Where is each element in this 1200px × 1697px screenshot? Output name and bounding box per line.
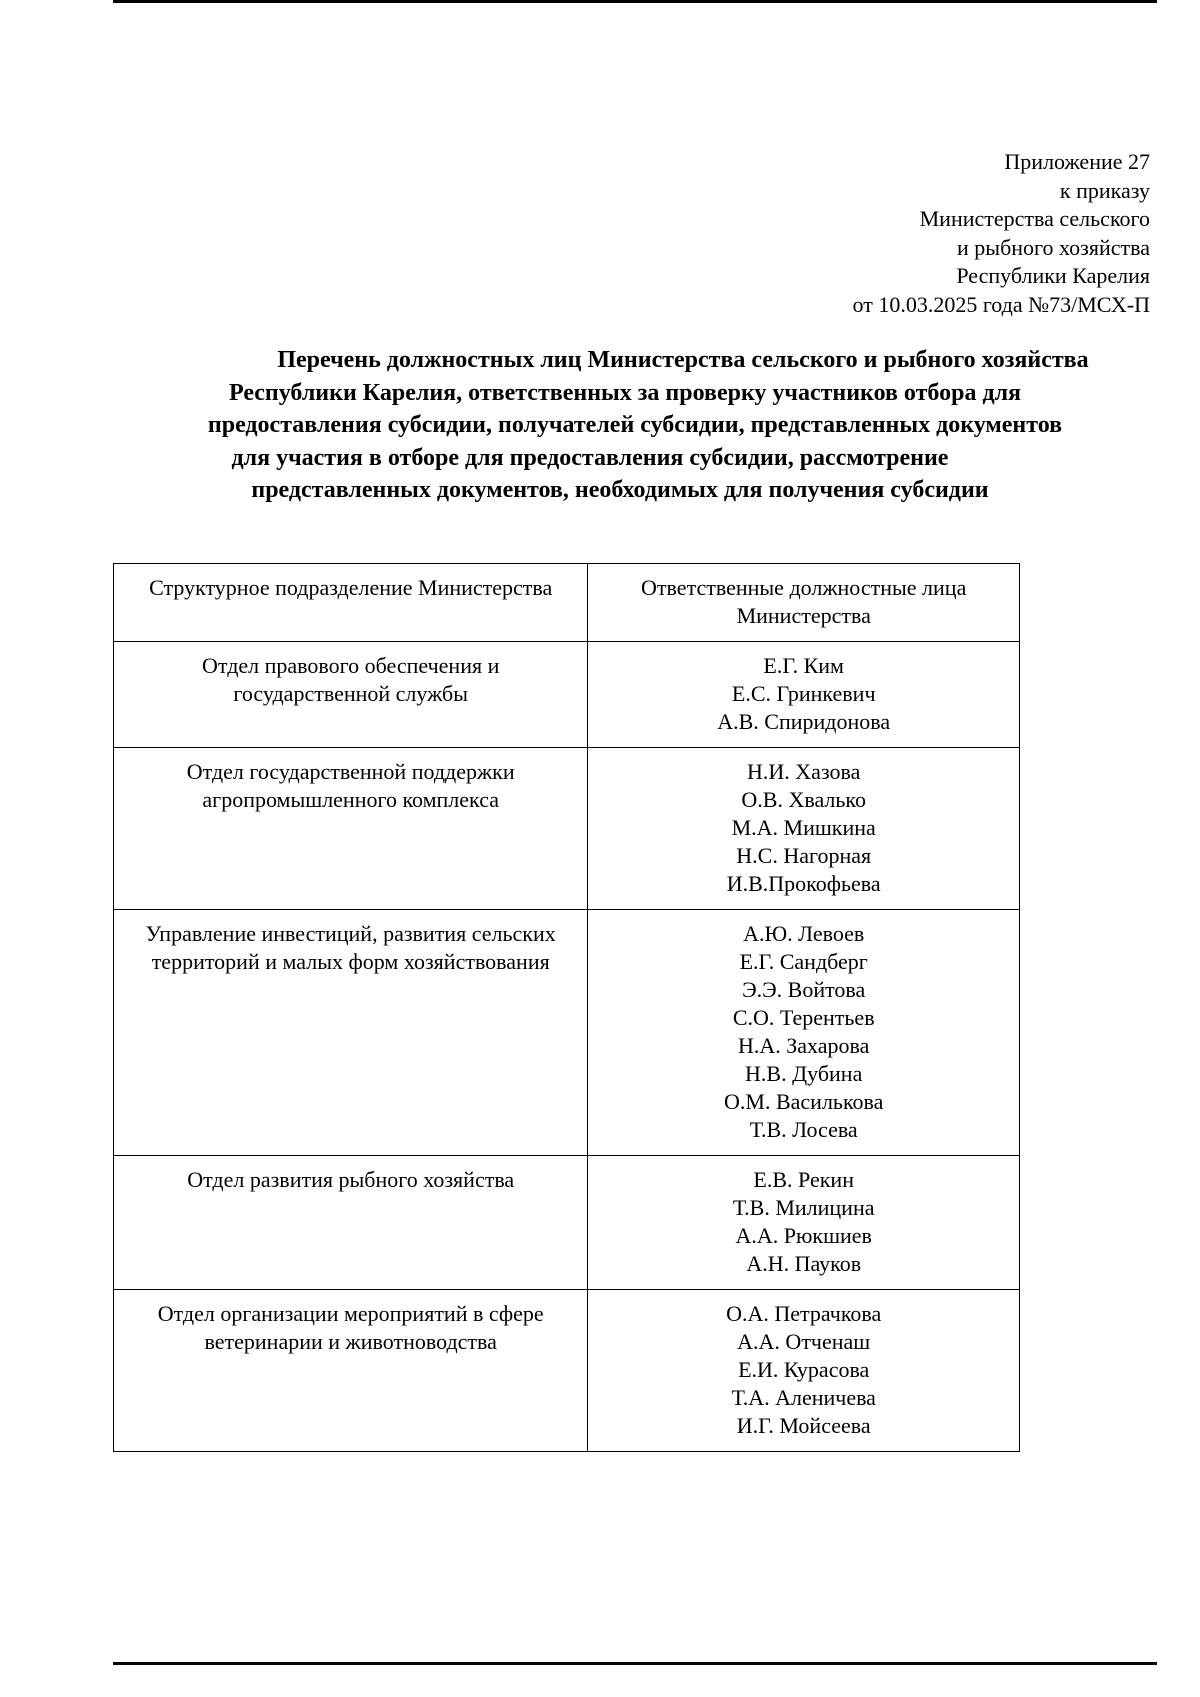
department-cell <box>114 1290 588 1452</box>
header-officials-line: Ответственные должностные лица <box>641 575 967 600</box>
department-line: Отдел организации мероприятий в сфере <box>157 1301 544 1326</box>
official-name: Н.С. Нагорная <box>736 843 872 868</box>
official-name: О.В. Хвалько <box>741 787 866 812</box>
appendix-line: от 10.03.2025 года №73/МСХ-П <box>852 291 1150 317</box>
top-rule <box>113 0 1157 3</box>
department-line: ветеринарии и животноводства <box>204 1329 497 1354</box>
official-name: А.Ю. Левоев <box>743 921 865 946</box>
header-department-label: Структурное подразделение Министерства <box>149 575 553 600</box>
official-name: Е.Г. Сандберг <box>739 949 868 974</box>
official-name: А.А. Рюкшиев <box>735 1223 872 1248</box>
official-name: Н.И. Хазова <box>747 759 861 784</box>
table-row <box>114 1290 1020 1452</box>
bottom-rule <box>113 1662 1157 1665</box>
appendix-line: к приказу <box>1059 177 1150 203</box>
appendix-line: и рыбного хозяйства <box>957 234 1150 260</box>
official-name: Е.Г. Ким <box>763 653 844 678</box>
official-name: Т.А. Аленичева <box>731 1385 876 1410</box>
appendix-line: Министерства сельского <box>919 206 1150 231</box>
official-name: А.Н. Пауков <box>746 1251 862 1276</box>
official-name: Э.Э. Войтова <box>742 977 866 1002</box>
official-name: О.М. Василькова <box>724 1089 884 1114</box>
official-name: Е.И. Курасова <box>738 1357 870 1382</box>
department-line: Отдел развития рыбного хозяйства <box>187 1167 515 1192</box>
officials-table <box>113 563 1020 1452</box>
official-name: Н.В. Дубина <box>745 1061 863 1086</box>
department-cell <box>114 748 588 910</box>
official-name: И.В.Прокофьева <box>726 871 881 896</box>
department-cell <box>114 642 588 748</box>
department-line: Отдел государственной поддержки <box>186 759 515 784</box>
appendix-line: Приложение 27 <box>1004 149 1150 174</box>
table-row <box>114 748 1020 910</box>
department-cell <box>114 910 588 1156</box>
official-name: А.В. Спиридонова <box>717 709 891 734</box>
officials-cell <box>588 1156 1020 1290</box>
table-row <box>114 910 1020 1156</box>
appendix-line: Республики Карелия <box>956 263 1150 288</box>
officials-cell <box>588 642 1020 748</box>
department-line: государственной службы <box>233 681 469 706</box>
officials-cell <box>588 748 1020 910</box>
title-line: предоставления субсидии, получателей субсидии, представленных документов <box>207 412 1063 438</box>
official-name: Т.В. Милицина <box>732 1195 875 1220</box>
table-row <box>114 1156 1020 1290</box>
department-cell <box>114 1156 588 1290</box>
officials-cell <box>588 1290 1020 1452</box>
document-title <box>113 344 1157 507</box>
officials-cell <box>588 910 1020 1156</box>
title-line: Республики Карелия, ответственных за проверку участников отбора для <box>228 379 1022 406</box>
department-line: Управление инвестиций, развития сельских <box>145 921 556 946</box>
header-department <box>114 564 588 642</box>
department-line: территорий и малых форм хозяйствования <box>151 949 550 974</box>
table-header-row <box>114 564 1020 642</box>
official-name: М.А. Мишкина <box>731 815 876 840</box>
header-officials-line: Министерства <box>736 603 871 628</box>
title-line: Перечень должностных лиц Министерства сельского и рыбного хозяйства <box>277 347 1089 373</box>
official-name: Н.А. Захарова <box>738 1033 870 1058</box>
official-name: А.А. Отченаш <box>737 1329 871 1354</box>
official-name: С.О. Терентьев <box>732 1005 875 1030</box>
title-line: для участия в отборе для предоставления субсидии, рассмотрение <box>231 444 949 471</box>
table-row <box>114 642 1020 748</box>
department-line: агропромышленного комплекса <box>202 787 499 812</box>
official-name: Т.В. Лосева <box>749 1117 858 1142</box>
department-line: Отдел правового обеспечения и <box>202 653 500 678</box>
official-name: И.Г. Мойсеева <box>736 1413 871 1438</box>
official-name: О.А. Петрачкова <box>726 1301 882 1326</box>
title-line: представленных документов, необходимых для получения субсидии <box>251 477 989 503</box>
header-officials <box>588 564 1020 642</box>
official-name: Е.В. Рекин <box>753 1167 854 1192</box>
appendix-block <box>853 148 1151 319</box>
official-name: Е.С. Гринкевич <box>731 681 876 706</box>
